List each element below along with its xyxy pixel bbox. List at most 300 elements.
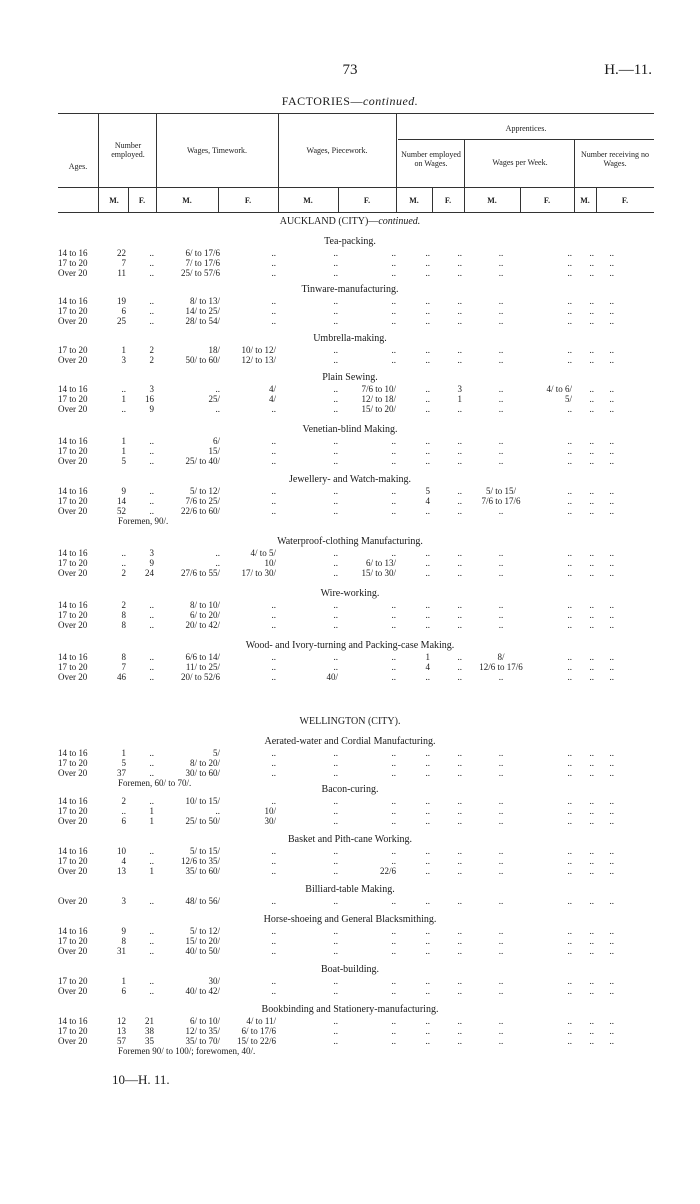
table-cell: .. <box>609 652 614 662</box>
table-cell: 17 to 20 <box>58 856 88 866</box>
table-cell: .. <box>333 248 338 258</box>
table-cell: .. <box>457 662 462 672</box>
table-cell: 7/ to 17/6 <box>185 258 220 268</box>
table-cell: .. <box>567 768 572 778</box>
table-cell: .. <box>567 258 572 268</box>
table-cell: .. <box>589 866 594 876</box>
table-cell: .. <box>215 558 220 568</box>
table-cell: .. <box>498 986 504 996</box>
table-cell: .. <box>425 846 430 856</box>
table-cell: .. <box>498 296 504 306</box>
table-cell: .. <box>271 436 276 446</box>
table-cell: .. <box>498 866 504 876</box>
table-cell: .. <box>333 806 338 816</box>
table-cell: .. <box>333 662 338 672</box>
table-cell: .. <box>391 936 396 946</box>
table-cell: Over 20 <box>58 866 88 876</box>
table-cell: .. <box>391 496 396 506</box>
table-cell: .. <box>498 856 504 866</box>
table-cell: .. <box>271 672 276 682</box>
table-cell: .. <box>589 796 594 806</box>
table-cell: .. <box>333 568 338 578</box>
table-cell: 14 to 16 <box>58 926 88 936</box>
table-cell: 4/ to 11/ <box>246 1016 276 1026</box>
table-cell: .. <box>391 548 396 558</box>
table-cell: .. <box>457 306 462 316</box>
table-cell: .. <box>391 896 396 906</box>
table-cell: Over 20 <box>58 672 88 682</box>
table-cell: 1 <box>149 866 154 876</box>
industry-heading: Wood- and Ivory-turning and Packing-case Making. <box>245 640 455 651</box>
table-cell: .. <box>567 936 572 946</box>
table-cell: 1 <box>121 436 126 446</box>
table-cell: .. <box>271 856 276 866</box>
table-cell: .. <box>609 986 614 996</box>
table-cell: Over 20 <box>58 946 88 956</box>
table-cell: .. <box>457 446 462 456</box>
table-cell: 19 <box>117 296 126 306</box>
table-cell: .. <box>425 345 430 355</box>
industry-heading: Aerated-water and Cordial Manufacturing. <box>264 736 436 747</box>
table-cell: .. <box>609 866 614 876</box>
table-cell: .. <box>391 758 396 768</box>
table-cell: .. <box>333 268 338 278</box>
table-cell: 17/ to 30/ <box>241 568 276 578</box>
table-cell: .. <box>609 806 614 816</box>
table-cell: .. <box>391 986 396 996</box>
table-cell: .. <box>567 496 572 506</box>
table-cell: 4/ <box>268 394 276 404</box>
table-cell: Over 20 <box>58 816 88 826</box>
table-cell: .. <box>457 758 462 768</box>
table-cell: .. <box>425 384 430 394</box>
table-cell: 11/ to 25/ <box>185 662 220 672</box>
table-cell: .. <box>149 496 154 506</box>
table-cell: .. <box>498 672 504 682</box>
table-cell: .. <box>391 268 396 278</box>
table-cell: 7 <box>121 258 126 268</box>
table-cell: .. <box>333 600 338 610</box>
table-cell: .. <box>567 600 572 610</box>
table-cell: .. <box>271 620 276 630</box>
table-cell: Over 20 <box>58 506 88 516</box>
table-cell: .. <box>567 446 572 456</box>
table-cell: .. <box>391 768 396 778</box>
table-cell: .. <box>391 620 396 630</box>
header-rule-bottom <box>58 212 654 213</box>
industry-note: Foremen, 60/ to 70/. <box>118 778 192 788</box>
table-cell: .. <box>333 1016 338 1026</box>
table-cell: .. <box>567 816 572 826</box>
table-cell: 14 to 16 <box>58 248 88 258</box>
region-auckland-continued: continued. <box>378 216 421 227</box>
table-cell: .. <box>271 248 276 258</box>
table-cell: .. <box>567 866 572 876</box>
table-cell: .. <box>589 662 594 672</box>
table-cell: .. <box>609 316 614 326</box>
table-cell: .. <box>589 748 594 758</box>
table-cell: 8 <box>121 620 126 630</box>
table-cell: .. <box>589 306 594 316</box>
table-cell: .. <box>425 748 430 758</box>
table-row <box>0 946 700 957</box>
table-cell: .. <box>391 796 396 806</box>
table-cell: .. <box>333 652 338 662</box>
title-continued: continued. <box>362 94 419 108</box>
table-cell: 9 <box>149 558 154 568</box>
table-cell: 1 <box>121 394 126 404</box>
table-cell: 10/ to 15/ <box>185 796 220 806</box>
table-cell: .. <box>271 936 276 946</box>
sub-m: M. <box>303 196 313 205</box>
table-cell: .. <box>498 600 504 610</box>
table-cell: .. <box>391 976 396 986</box>
table-cell: .. <box>609 345 614 355</box>
table-cell: .. <box>333 896 338 906</box>
table-cell: .. <box>215 548 220 558</box>
table-cell: .. <box>457 1016 462 1026</box>
region-heading-wellington: WELLINGTON (CITY). <box>299 716 401 727</box>
table-cell: 14 to 16 <box>58 486 88 496</box>
table-cell: .. <box>609 404 614 414</box>
table-cell: .. <box>498 248 504 258</box>
table-cell: .. <box>567 610 572 620</box>
sub-f: F. <box>244 196 252 205</box>
table-cell: 14 to 16 <box>58 548 88 558</box>
table-cell: .. <box>149 796 154 806</box>
table-cell: .. <box>457 600 462 610</box>
table-cell: .. <box>149 672 154 682</box>
table-cell: .. <box>589 768 594 778</box>
table-cell: .. <box>333 306 338 316</box>
table-cell: .. <box>425 394 430 404</box>
table-cell: 20/ to 52/6 <box>180 672 220 682</box>
table-cell: .. <box>333 986 338 996</box>
table-cell: .. <box>498 268 504 278</box>
table-cell: .. <box>567 748 572 758</box>
table-cell: 16 <box>145 394 154 404</box>
table-row <box>0 768 700 779</box>
table-cell: .. <box>567 986 572 996</box>
table-cell: .. <box>271 748 276 758</box>
table-cell: .. <box>457 806 462 816</box>
table-cell: .. <box>498 610 504 620</box>
table-cell: .. <box>425 1026 430 1036</box>
table-cell: .. <box>567 846 572 856</box>
table-cell: 14 to 16 <box>58 1016 88 1026</box>
table-cell: .. <box>333 936 338 946</box>
table-cell: .. <box>567 404 572 414</box>
table-cell: .. <box>457 846 462 856</box>
table-cell: 8/ to 10/ <box>189 600 220 610</box>
table-cell: .. <box>425 306 430 316</box>
table-cell: .. <box>567 1016 572 1026</box>
table-cell: .. <box>589 936 594 946</box>
sub-f: F. <box>444 196 452 205</box>
table-cell: .. <box>498 506 504 516</box>
table-row <box>0 620 700 631</box>
table-cell: .. <box>457 620 462 630</box>
table-cell: .. <box>457 1036 462 1046</box>
table-cell: .. <box>457 856 462 866</box>
header-appr-wages: Wages per Week. <box>492 158 548 167</box>
table-cell: .. <box>567 558 572 568</box>
table-cell: .. <box>589 345 594 355</box>
table-cell: .. <box>425 268 430 278</box>
table-cell: 5 <box>121 758 126 768</box>
table-cell: 8/ to 20/ <box>189 758 220 768</box>
header-wages-piecework: Wages, Piecework. <box>306 146 368 155</box>
table-cell: 1 <box>149 816 154 826</box>
table-cell: 8/ to 13/ <box>189 296 220 306</box>
table-cell: .. <box>425 248 430 258</box>
table-cell: 9 <box>149 404 154 414</box>
table-cell: 37 <box>117 768 126 778</box>
table-cell: .. <box>567 248 572 258</box>
table-cell: .. <box>391 446 396 456</box>
industry-heading: Tea-packing. <box>324 236 376 247</box>
table-cell: .. <box>391 610 396 620</box>
table-cell: .. <box>425 758 430 768</box>
table-cell: .. <box>271 758 276 768</box>
table-cell: .. <box>425 456 430 466</box>
table-cell: .. <box>271 866 276 876</box>
table-cell: .. <box>457 672 462 682</box>
table-cell: 24 <box>145 568 154 578</box>
table-cell: 6/ to 20/ <box>189 610 220 620</box>
table-cell: 12 <box>117 1016 126 1026</box>
table-cell: 17 to 20 <box>58 976 88 986</box>
table-cell: .. <box>425 856 430 866</box>
table-cell: .. <box>589 946 594 956</box>
table-cell: .. <box>391 248 396 258</box>
table-cell: .. <box>425 926 430 936</box>
table-cell: .. <box>457 796 462 806</box>
table-cell: .. <box>391 345 396 355</box>
table-cell: 22/6 <box>379 866 396 876</box>
table-cell: 6/ to 10/ <box>189 1016 220 1026</box>
table-cell: .. <box>457 816 462 826</box>
table-cell: 17 to 20 <box>58 758 88 768</box>
table-cell: Over 20 <box>58 1036 88 1046</box>
table-cell: 6 <box>121 986 126 996</box>
table-cell: .. <box>425 610 430 620</box>
table-cell: .. <box>567 345 572 355</box>
table-cell: .. <box>391 306 396 316</box>
table-cell: .. <box>271 296 276 306</box>
table-cell: 2 <box>121 796 126 806</box>
table-cell: 30/ <box>208 976 220 986</box>
table-cell: .. <box>391 1026 396 1036</box>
table-cell: .. <box>589 806 594 816</box>
table-cell: .. <box>391 486 396 496</box>
table-cell: .. <box>609 926 614 936</box>
table-cell: 11 <box>117 268 126 278</box>
table-cell: 5/ to 15/ <box>189 846 220 856</box>
table-cell: 20/ to 42/ <box>185 620 220 630</box>
table-cell: .. <box>333 846 338 856</box>
table-cell: .. <box>149 316 154 326</box>
table-cell: .. <box>567 1036 572 1046</box>
table-cell: .. <box>457 936 462 946</box>
table-cell: .. <box>609 506 614 516</box>
table-cell: .. <box>498 384 504 394</box>
table-cell: 17 to 20 <box>58 345 88 355</box>
table-cell: .. <box>271 946 276 956</box>
table-cell: .. <box>609 768 614 778</box>
table-cell: .. <box>567 976 572 986</box>
table-cell: .. <box>457 896 462 906</box>
table-cell: .. <box>589 404 594 414</box>
table-cell: .. <box>391 258 396 268</box>
table-cell: .. <box>333 316 338 326</box>
table-cell: 2 <box>149 345 154 355</box>
table-cell: .. <box>567 548 572 558</box>
header-rule-top <box>58 113 654 114</box>
table-cell: .. <box>498 316 504 326</box>
table-cell: 7/6 to 17/6 <box>481 496 521 506</box>
industry-heading: Bacon-curing. <box>321 784 379 795</box>
table-cell: .. <box>567 806 572 816</box>
table-cell: .. <box>457 506 462 516</box>
table-cell: .. <box>333 1036 338 1046</box>
table-cell: .. <box>609 1036 614 1046</box>
table-cell: .. <box>498 306 504 316</box>
table-cell: .. <box>498 355 504 365</box>
table-cell: .. <box>425 768 430 778</box>
table-cell: .. <box>391 296 396 306</box>
table-cell: .. <box>271 316 276 326</box>
industry-heading: Venetian-blind Making. <box>302 424 398 435</box>
table-cell: 2 <box>121 600 126 610</box>
table-cell: 14 <box>117 496 126 506</box>
table-cell: .. <box>271 610 276 620</box>
table-cell: .. <box>457 486 462 496</box>
table-cell: 8 <box>121 610 126 620</box>
table-cell: .. <box>271 652 276 662</box>
table-cell: .. <box>333 436 338 446</box>
header-appr-number: Number employed on Wages. <box>401 150 461 168</box>
table-cell: .. <box>425 296 430 306</box>
table-cell: .. <box>457 652 462 662</box>
table-cell: 22 <box>117 248 126 258</box>
table-cell: 4/ to 6/ <box>546 384 572 394</box>
table-cell: .. <box>215 404 220 414</box>
table-cell: .. <box>567 758 572 768</box>
table-cell: 3 <box>121 355 126 365</box>
table-cell: .. <box>609 846 614 856</box>
table-cell: 25/ <box>208 394 220 404</box>
table-cell: .. <box>425 600 430 610</box>
table-cell: .. <box>589 446 594 456</box>
table-cell: 40/ to 42/ <box>185 986 220 996</box>
table-cell: .. <box>425 896 430 906</box>
table-cell: 17 to 20 <box>58 662 88 672</box>
table-cell: 40/ <box>326 672 338 682</box>
table-cell: .. <box>457 568 462 578</box>
table-cell: .. <box>498 806 504 816</box>
table-cell: .. <box>498 456 504 466</box>
table-cell: .. <box>609 748 614 758</box>
table-cell: .. <box>609 258 614 268</box>
table-cell: .. <box>609 384 614 394</box>
table-row <box>0 1036 700 1047</box>
table-cell: .. <box>333 610 338 620</box>
table-cell: .. <box>589 926 594 936</box>
industry-heading: Billiard-table Making. <box>305 884 395 895</box>
region-auckland-name: AUCKLAND (CITY)— <box>279 216 379 227</box>
table-cell: .. <box>425 568 430 578</box>
table-cell: 6/ to 13/ <box>365 558 396 568</box>
table-cell: .. <box>333 816 338 826</box>
table-cell: .. <box>589 1036 594 1046</box>
table-cell: .. <box>271 404 276 414</box>
table-cell: .. <box>149 896 154 906</box>
table-cell: .. <box>589 496 594 506</box>
table-cell: .. <box>589 758 594 768</box>
table-cell: 15/ to 20/ <box>185 936 220 946</box>
table-cell: .. <box>609 662 614 672</box>
table-cell: 6 <box>121 816 126 826</box>
table-cell: .. <box>149 936 154 946</box>
table-cell: .. <box>567 316 572 326</box>
table-cell: 17 to 20 <box>58 610 88 620</box>
table-cell: Over 20 <box>58 316 88 326</box>
table-cell: .. <box>567 436 572 446</box>
table-cell: .. <box>271 496 276 506</box>
table-cell: .. <box>425 258 430 268</box>
table-row <box>0 896 700 907</box>
header-apprentices: Apprentices. <box>505 124 547 133</box>
industry-heading: Jewellery- and Watch-making. <box>288 474 412 485</box>
table-cell: .. <box>149 268 154 278</box>
table-cell: .. <box>149 620 154 630</box>
table-cell: .. <box>609 896 614 906</box>
industry-heading: Waterproof-clothing Manufacturing. <box>277 536 423 547</box>
table-cell: .. <box>609 620 614 630</box>
table-cell: .. <box>457 316 462 326</box>
table-cell: .. <box>425 620 430 630</box>
table-cell: .. <box>333 758 338 768</box>
table-cell: .. <box>391 316 396 326</box>
table-cell: .. <box>457 258 462 268</box>
sub-f: F. <box>138 196 146 205</box>
table-cell: .. <box>271 600 276 610</box>
table-cell: .. <box>457 1026 462 1036</box>
table-cell: .. <box>567 926 572 936</box>
industry-heading: Tinware-manufacturing. <box>301 284 399 295</box>
header-number-employed: Number employed. <box>111 141 145 159</box>
table-cell: .. <box>425 986 430 996</box>
industry-heading: Umbrella-making. <box>313 333 387 344</box>
table-cell: .. <box>589 355 594 365</box>
table-cell: .. <box>609 946 614 956</box>
table-cell: .. <box>609 268 614 278</box>
table-cell: .. <box>149 436 154 446</box>
table-cell: 12/ to 35/ <box>185 1026 220 1036</box>
table-cell: 15/ to 20/ <box>361 404 396 414</box>
table-row <box>0 506 700 517</box>
table-cell: .. <box>567 355 572 365</box>
table-cell: .. <box>498 946 504 956</box>
table-cell: .. <box>425 672 430 682</box>
industry-note: Foremen 90/ to 100/; forewomen, 40/. <box>118 1046 256 1056</box>
table-cell: 46 <box>117 672 126 682</box>
table-cell: .. <box>333 548 338 558</box>
table-cell: 12/ to 13/ <box>241 355 276 365</box>
table-cell: .. <box>391 506 396 516</box>
table-cell: .. <box>609 568 614 578</box>
